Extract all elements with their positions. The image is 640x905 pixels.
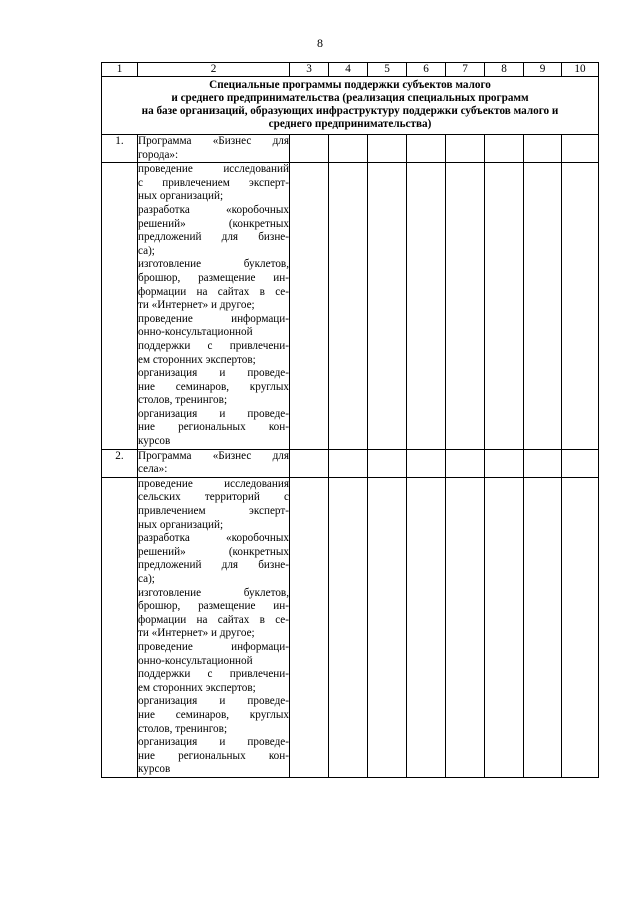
program-detail-line: решений» (конкретных [138, 217, 289, 230]
value-cell [329, 135, 368, 163]
value-cell [290, 449, 329, 477]
value-cell [562, 163, 599, 449]
column-header: 6 [407, 63, 446, 77]
column-header: 5 [368, 63, 407, 77]
value-cell [524, 477, 562, 777]
program-title [138, 135, 290, 163]
program-detail-line: привлечением эксперт- [138, 505, 289, 518]
program-detail-line: онно-консультационной [138, 654, 253, 667]
section-title-line: на базе организаций, образующих инфраструктуру поддержки субъектов малого и [141, 105, 559, 117]
value-cell [407, 477, 446, 777]
column-header: 7 [446, 63, 485, 77]
program-detail-line: решений» (конкретных [138, 545, 289, 558]
program-detail-line: курсов [138, 763, 171, 776]
value-cell [446, 135, 485, 163]
program-title-line: Программа «Бизнес для [138, 449, 289, 462]
program-detail-line: разработка «коробочных [138, 203, 289, 216]
program-detail-line: курсов [138, 435, 171, 448]
program-detail-line: поддержки с привлечени- [138, 339, 289, 352]
value-cell [446, 449, 485, 477]
value-cell [368, 135, 407, 163]
program-detail-line: изготовление буклетов, [138, 258, 289, 271]
value-cell [329, 163, 368, 449]
value-cell [485, 135, 524, 163]
program-detail-line: формации на сайтах в се- [138, 285, 289, 298]
column-header: 8 [485, 63, 524, 77]
value-cell [446, 477, 485, 777]
program-detail-line: брошюр, размещение ин- [138, 271, 289, 284]
value-cell [368, 163, 407, 449]
program-detail-line: проведение информаци- [138, 312, 289, 325]
program-title-row [102, 135, 599, 163]
value-cell [407, 449, 446, 477]
program-detail-line: ти «Интернет» и другое; [138, 627, 255, 640]
section-title-line: и среднего предпринимательства (реализация специальных программ [171, 92, 529, 104]
value-cell [407, 163, 446, 449]
row-number: 1. [102, 135, 138, 163]
program-detail-line: столов, тренингов; [138, 394, 228, 407]
program-title-line: Программа «Бизнес для [138, 135, 289, 147]
column-number-row [102, 63, 599, 77]
program-detail-line: ных организаций; [138, 518, 224, 531]
value-cell [290, 163, 329, 449]
value-cell [562, 135, 599, 163]
value-cell [446, 163, 485, 449]
program-title [138, 449, 290, 477]
program-detail-line: столов, тренингов; [138, 722, 228, 735]
section-title-line: Специальные программы поддержки субъектов малого [209, 79, 491, 91]
program-detail-line: проведение исследования [138, 477, 289, 490]
column-header: 2 [138, 63, 290, 77]
program-table [101, 62, 599, 778]
section-title [102, 77, 599, 135]
program-detail-line: изготовление буклетов, [138, 586, 289, 599]
program-detail-line: организация и проведе- [138, 407, 289, 420]
row-number-empty [102, 163, 138, 449]
value-cell [290, 477, 329, 777]
program-title-row [102, 449, 599, 477]
program-detail-line: ние региональных кон- [138, 421, 289, 434]
program-detail-line: организация и проведе- [138, 736, 289, 749]
column-header: 1 [102, 63, 138, 77]
value-cell [524, 449, 562, 477]
program-detail-line: са); [138, 244, 155, 257]
program-detail-line: ние семинаров, круглых [138, 380, 289, 393]
value-cell [562, 477, 599, 777]
section-title-row [102, 77, 599, 135]
program-detail-line: ти «Интернет» и другое; [138, 299, 255, 312]
row-number-empty [102, 477, 138, 777]
value-cell [368, 477, 407, 777]
program-details [138, 163, 290, 449]
program-detail-line: брошюр, размещение ин- [138, 600, 289, 613]
value-cell [524, 135, 562, 163]
program-detail-line: ем сторонних экспертов; [138, 681, 256, 694]
column-header: 3 [290, 63, 329, 77]
program-detail-line: разработка «коробочных [138, 532, 289, 545]
program-detail-line: ем сторонних экспертов; [138, 353, 256, 366]
value-cell [524, 163, 562, 449]
value-cell [485, 449, 524, 477]
program-detail-row [102, 477, 599, 777]
row-number: 2. [102, 449, 138, 477]
program-detail-line: ние семинаров, круглых [138, 708, 289, 721]
program-detail-line: формации на сайтах в се- [138, 613, 289, 626]
value-cell [407, 135, 446, 163]
value-cell [290, 135, 329, 163]
program-detail-line: ние региональных кон- [138, 749, 289, 762]
value-cell [562, 449, 599, 477]
program-detail-line: поддержки с привлечени- [138, 668, 289, 681]
value-cell [329, 449, 368, 477]
value-cell [368, 449, 407, 477]
program-details [138, 477, 290, 777]
program-detail-line: ных организаций; [138, 190, 224, 203]
section-title-line: среднего предпринимательства) [268, 118, 432, 130]
column-header: 9 [524, 63, 562, 77]
column-header: 10 [562, 63, 599, 77]
program-detail-line: организация и проведе- [138, 367, 289, 380]
program-title-line: города»: [138, 148, 179, 161]
program-detail-line: проведение исследований [138, 163, 289, 176]
value-cell [329, 477, 368, 777]
program-rows [102, 135, 599, 778]
program-detail-line: онно-консультационной [138, 326, 253, 339]
program-detail-line: сельских территорий с [138, 491, 289, 504]
value-cell [485, 477, 524, 777]
program-detail-line: с привлечением эксперт- [138, 176, 289, 189]
program-detail-row [102, 163, 599, 449]
program-title-line: села»: [138, 463, 168, 476]
program-detail-line: предложений для бизне- [138, 559, 289, 572]
page-number: 8 [317, 36, 323, 50]
program-detail-line: организация и проведе- [138, 695, 289, 708]
program-detail-line: предложений для бизне- [138, 231, 289, 244]
column-header: 4 [329, 63, 368, 77]
program-detail-line: са); [138, 573, 155, 585]
value-cell [485, 163, 524, 449]
program-detail-line: проведение информаци- [138, 640, 289, 653]
